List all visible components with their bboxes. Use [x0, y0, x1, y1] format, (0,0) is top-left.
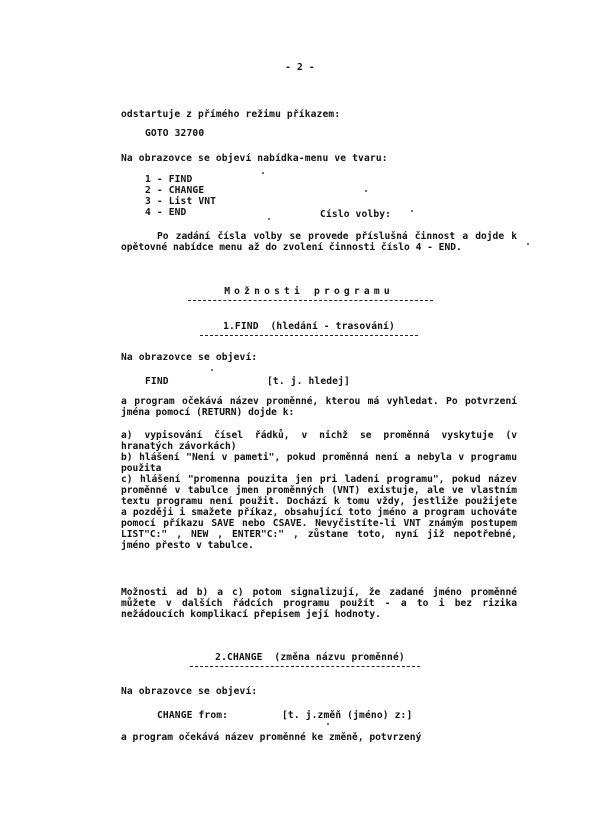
page-number: - 2 - — [285, 62, 315, 73]
find-screen-intro: Na obrazovce se objeví: — [121, 352, 258, 363]
main-heading-underline — [188, 300, 433, 301]
intro-line: odstartuje z přímého režimu příkazem: — [121, 109, 341, 120]
find-note: Možnosti ad b) a c) potom signalizují, že zadané jméno proměnné můžete v dalších řádcích programu použít - a to i bez rizika nežádoucích komplikací přepisem její hodnoty. — [121, 587, 517, 620]
goto-command: GOTO 32700 — [145, 128, 205, 139]
menu-item: 3 - List VNT — [145, 196, 217, 207]
scan-speck — [262, 172, 264, 174]
find-item-b: b) hlášení "Neni v pameti", pokud proměnná není a nebyla v programu použita — [121, 452, 517, 474]
find-title-underline — [200, 335, 418, 336]
change-description: a program očekává název proměnné ke změně, potvrzený — [121, 732, 422, 743]
change-screen-cmd: CHANGE from: — [157, 710, 229, 721]
scan-speck — [268, 218, 270, 220]
change-section-title: 2.CHANGE (změna názvu proměnné) — [215, 652, 405, 663]
change-title-underline — [190, 666, 420, 667]
menu-intro: Na obrazovce se objeví nabídka-menu ve tvaru: — [121, 153, 388, 164]
menu-item: 2 - CHANGE — [145, 185, 205, 196]
find-description: a program očekává název proměnné, kterou má vyhledat. Po potvrzení jména pomocí (RETURN) dojde k: — [121, 396, 517, 418]
scan-speck — [211, 369, 213, 371]
find-section-title: 1.FIND (hledání - trasování) — [223, 321, 395, 332]
scan-speck — [527, 243, 529, 245]
menu-item: 4 - END — [145, 207, 187, 218]
find-screen-hint: [t. j. hledej] — [267, 376, 350, 387]
menu-prompt: Císlo volby: — [320, 209, 392, 220]
menu-paragraph: Po zadání čísla volby se provede příslušná činnost a dojde k opětovné nabídce menu až do zvolení činnosti číslo 4 - END. — [121, 231, 517, 253]
find-item-a: a) vypisování čísel řádků, v nichž se proměnná vyskytuje (v hranatých závorkách) — [121, 430, 517, 452]
menu-item: 1 - FIND — [145, 174, 193, 185]
find-item-c: c) hlášení "promenna pouzita jen pri ladeni programu", pokud název proměnné v tabulce jmen proměnných (VNT) existuje, ale ve vlastním textu programu není použit. Dochází k tomu vždy, jestliže použijete a později i smažete příkaz, obsahující toto jméno a program uchováte pomocí příkazu SAVE nebo CSAVE. Nevyčistíte-li VNT známým postupem LIST"C:" , NEW , ENTER"C:" , zůstane toto, nyní již nepotřebné, jméno přesto v tabulce. — [121, 474, 517, 551]
scan-speck — [327, 723, 329, 725]
main-heading: Možnosti programu — [224, 286, 394, 297]
find-screen-cmd: FIND — [145, 376, 169, 387]
scan-speck — [365, 190, 367, 192]
change-screen-intro: Na obrazovce se objeví: — [121, 686, 258, 697]
change-screen-hint: [t. j.změň (jméno) z:] — [282, 710, 413, 721]
scan-speck — [411, 210, 413, 212]
